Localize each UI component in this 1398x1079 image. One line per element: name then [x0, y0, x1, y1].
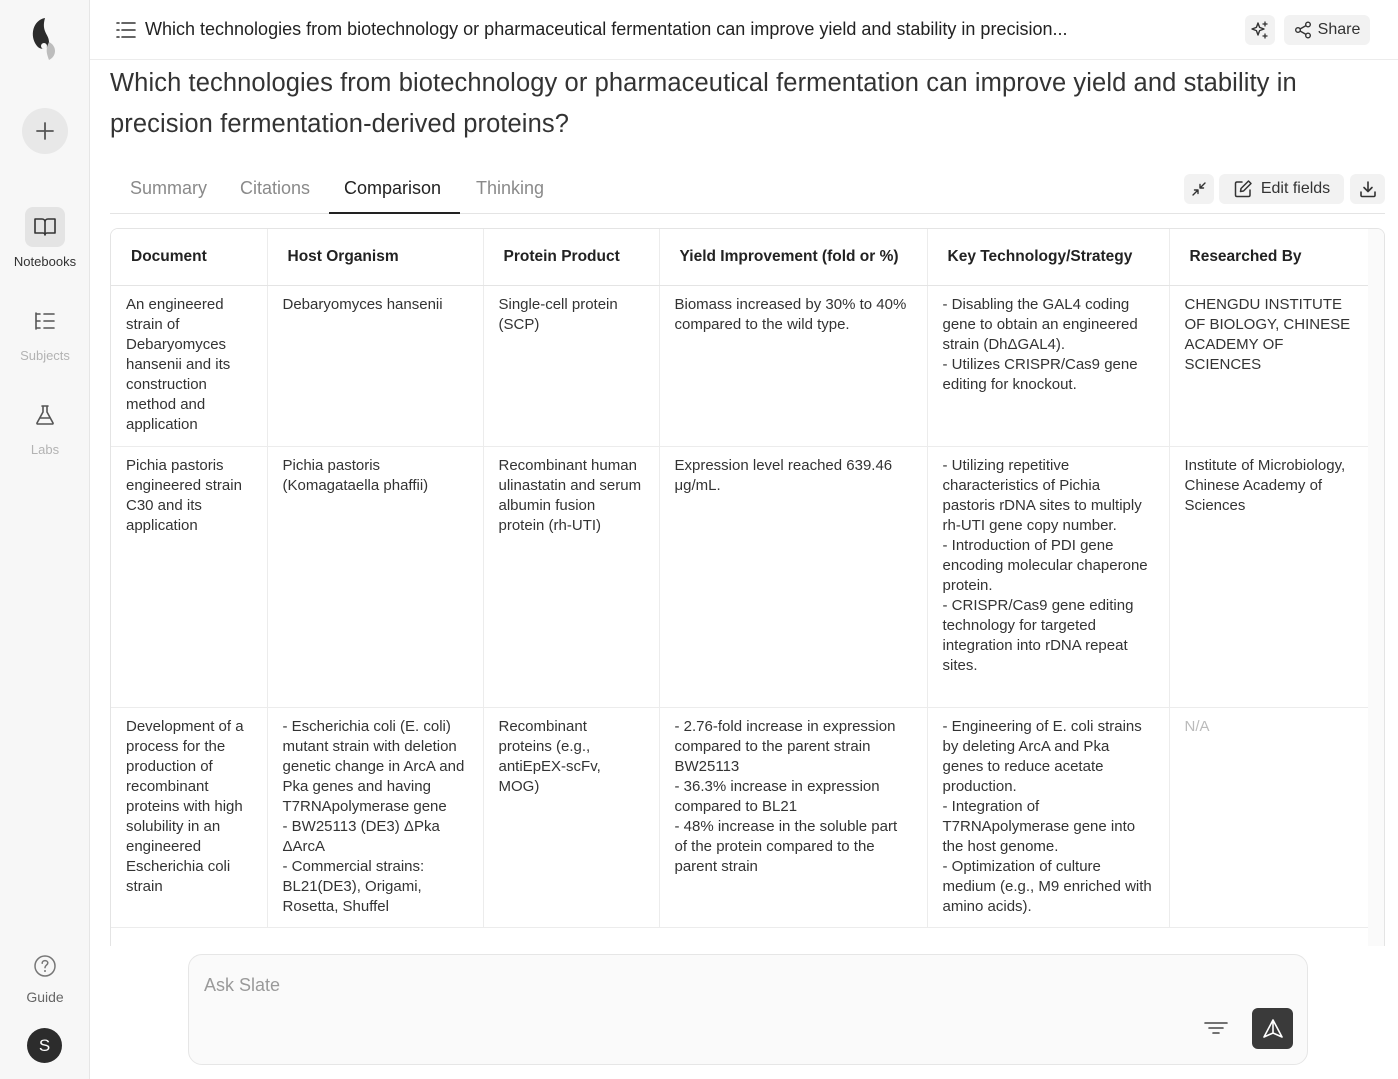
table-scroll-gutter[interactable] [1368, 229, 1384, 946]
edit-fields-label: Edit fields [1260, 180, 1331, 197]
table-cell[interactable]: Development of a process for the production of recombinant proteins with high solubility in an engineered Escherichia coli strain [111, 707, 267, 927]
table-cell[interactable]: Pichia pastoris (Komagataella phaffii) [267, 446, 483, 707]
download-icon [1358, 179, 1378, 199]
tab-thinking[interactable]: Thinking [476, 178, 545, 198]
tab-summary[interactable]: Summary [130, 178, 208, 198]
help-circle-icon [33, 954, 57, 978]
flask-icon [33, 403, 57, 427]
list-tree-icon [33, 309, 57, 333]
table-cell[interactable]: - Disabling the GAL4 coding gene to obtain an engineered strain (DhΔGAL4). - Utilizes CRISPR/Cas9 gene editing for knockout. [927, 285, 1169, 446]
column-header-protein-product[interactable]: Protein Product [483, 229, 659, 285]
sidebar-item-label: Subjects [20, 348, 70, 363]
sidebar-item-label: Notebooks [13, 254, 77, 269]
tab-citations[interactable]: Citations [240, 178, 311, 198]
plus-icon [34, 120, 56, 142]
column-header-host-organism[interactable]: Host Organism [267, 229, 483, 285]
sidebar-item-notebooks[interactable] [0, 207, 90, 269]
sidebar [0, 0, 90, 1079]
column-header-key-technology[interactable]: Key Technology/Strategy [927, 229, 1169, 285]
table-row [111, 707, 1370, 927]
filter-icon [1204, 1021, 1228, 1035]
notebook-title: Which technologies from biotechnology or pharmaceutical fermentation can improve yield and stability in precision... [145, 19, 1068, 39]
tab-comparison[interactable]: Comparison [344, 178, 442, 198]
table-row [111, 446, 1370, 707]
active-tab-indicator [329, 212, 460, 214]
edit-icon [1233, 179, 1253, 199]
ai-sparkle-button[interactable] [1245, 15, 1275, 45]
column-header-document[interactable]: Document [111, 229, 267, 285]
sparkle-icon [1250, 20, 1270, 40]
collapse-button[interactable] [1184, 174, 1214, 204]
send-icon [1261, 1017, 1285, 1041]
table-cell[interactable]: Pichia pastoris engineered strain C30 and its application [111, 446, 267, 707]
table-cell[interactable]: Expression level reached 639.46 μg/mL. [659, 446, 927, 707]
minimize-icon [1191, 181, 1207, 197]
table-cell[interactable]: - 2.76-fold increase in expression compared to the parent strain BW25113 - 36.3% increase in expression compared to BL21 - 48% increase in the soluble part of the protein compared to the parent strain [659, 707, 927, 927]
table-cell[interactable]: Institute of Microbiology, Chinese Academy of Sciences [1169, 446, 1370, 707]
page-title: Which technologies from biotechnology or pharmaceutical fermentation can improve yield and stability in precision fermentation-derived proteins? [110, 69, 1297, 138]
sidebar-item-guide[interactable] [0, 950, 90, 1005]
send-button[interactable] [1252, 1008, 1293, 1049]
book-icon [33, 215, 57, 239]
table-cell[interactable]: - Escherichia coli (E. coli) mutant strain with deletion genetic change in ArcA and Pka genes and having T7RNApolymerase gene - BW25113 (DE3) ΔPka ΔArcA - Commercial strains: BL21(DE3), Origami, Rosetta, Shuffel [267, 707, 483, 927]
outline-menu-icon[interactable] [116, 21, 136, 44]
edit-fields-button[interactable] [1219, 174, 1344, 204]
column-header-researched-by[interactable]: Researched By [1169, 229, 1370, 285]
new-notebook-button[interactable] [22, 108, 68, 154]
download-button[interactable] [1350, 174, 1385, 204]
top-bar [90, 0, 1398, 60]
avatar[interactable]: S [27, 1028, 62, 1063]
table-cell[interactable]: Recombinant human ulinastatin and serum albumin fusion protein (rh-UTI) [483, 446, 659, 707]
guide-label: Guide [26, 989, 64, 1005]
table-cell[interactable]: Debaryomyces hansenii [267, 285, 483, 446]
filter-button[interactable] [1204, 1021, 1228, 1040]
table-row [111, 285, 1370, 446]
table-cell[interactable]: An engineered strain of Debaryomyces hansenii and its construction method and application [111, 285, 267, 446]
share-label: Share [1317, 21, 1361, 38]
tab-bar [110, 164, 1385, 214]
ask-box [188, 954, 1308, 1065]
table-cell[interactable]: Recombinant proteins (e.g., antiEpEX-scFv, MOG) [483, 707, 659, 927]
table-cell[interactable]: N/A [1169, 707, 1370, 927]
comparison-table [110, 228, 1385, 946]
sidebar-item-subjects[interactable] [0, 301, 90, 363]
table-cell[interactable]: - Utilizing repetitive characteristics of Pichia pastoris rDNA sites to multiply rh-UTI gene copy number. - Introduction of PDI gene encoding molecular chaperone protein. - CRISPR/Cas9 gene editing technology for targeted integration into rDNA repeat sites. [927, 446, 1169, 707]
share-button[interactable] [1284, 15, 1370, 45]
table-cell[interactable]: - Engineering of E. coli strains by deleting ArcA and Pka genes to reduce acetate production. - Integration of T7RNApolymerase gene into the host genome. - Optimization of culture medium (e.g., M9 enriched with amino acids). [927, 707, 1169, 927]
table-cell[interactable]: CHENGDU INSTITUTE OF BIOLOGY, CHINESE ACADEMY OF SCIENCES [1169, 285, 1370, 446]
table-cell[interactable]: Single-cell protein (SCP) [483, 285, 659, 446]
sidebar-item-label: Labs [30, 442, 60, 457]
table-cell[interactable]: Biomass increased by 30% to 40% compared to the wild type. [659, 285, 927, 446]
table-header-row [111, 229, 1370, 285]
sidebar-item-labs[interactable] [0, 395, 90, 457]
slate-logo-icon[interactable] [27, 16, 61, 62]
ask-input[interactable] [204, 975, 1104, 996]
column-header-yield-improvement[interactable]: Yield Improvement (fold or %) [659, 229, 927, 285]
share-icon [1294, 21, 1312, 39]
